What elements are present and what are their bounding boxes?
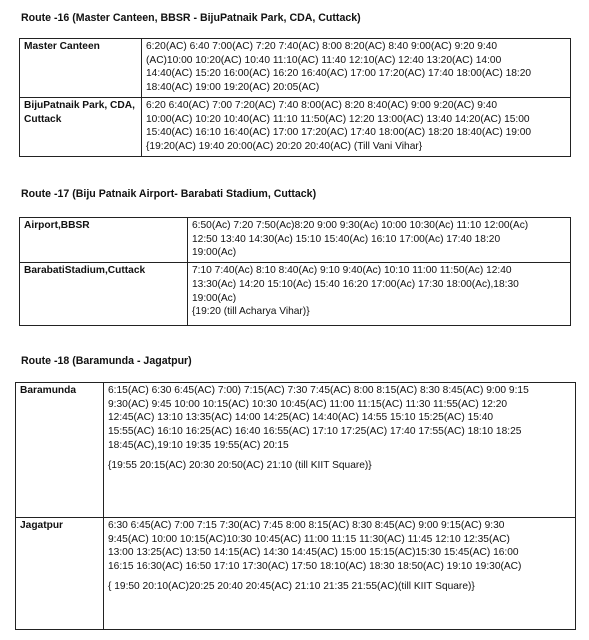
timing-line: {19:20(AC) 19:40 20:00(AC) 20:20 20:40(AC) (Till Vani Vihar} xyxy=(146,140,423,152)
route-16-heading: Route -16 (Master Canteen, BBSR - BijuPatnaik Park, CDA, Cuttack) xyxy=(21,12,361,24)
route-16-table xyxy=(19,38,571,157)
timing-line: 13:00 13:25(AC) 13:50 14:15(AC) 14:30 14:45(AC) 15:00 15:15(AC)15:30 15:45(AC) 16:00 xyxy=(108,547,519,559)
timings-cell xyxy=(188,263,571,326)
timing-line: 15:40(AC) 16:10 16:40(AC) 17:00 17:20(AC) 17:40 18:00(AC) 18:20 18:40(AC) 19:00 xyxy=(146,127,532,139)
timing-line: {19:20 (till Acharya Vihar)} xyxy=(192,306,310,318)
timing-line: 15:55(AC) 16:10 16:25(AC) 16:40 16:55(AC) 17:10 17:25(AC) 17:40 17:55(AC) 18:10 18:25 xyxy=(108,426,522,438)
stop-name: Baramunda xyxy=(16,383,104,518)
table-row xyxy=(16,383,576,518)
route-18-heading: Route -18 (Baramunda - Jagatpur) xyxy=(21,355,192,367)
timing-line: 19:00(Ac) xyxy=(192,247,237,259)
timing-line: 19:00(Ac) xyxy=(192,292,237,304)
timings-cell xyxy=(142,39,571,98)
route-17-heading: Route -17 (Biju Patnaik Airport- Barabati Stadium, Cuttack) xyxy=(21,188,317,200)
timing-line: 6:30 6:45(AC) 7:00 7:15 7:30(AC) 7:45 8:00 8:15(AC) 8:30 8:45(AC) 9:00 9:15(AC) 9:30 xyxy=(108,520,505,531)
timing-line: 18:45(AC),19:10 19:35 19:55(AC) 20:15 xyxy=(108,439,289,451)
table-row xyxy=(20,39,571,98)
stop-name: Jagatpur xyxy=(16,518,104,630)
timing-line: 16:15 16:30(AC) 16:50 17:10 17:30(AC) 17:50 18:10(AC) 18:30 18:50(AC) 19:10 19:30(AC) xyxy=(108,561,522,573)
table-row xyxy=(20,97,571,156)
timings-cell xyxy=(104,383,576,518)
timing-line: 18:40(AC) 19:00 19:20(AC) 20:05(AC) xyxy=(146,82,320,94)
timings-cell xyxy=(188,218,571,263)
timing-line: 6:15(AC) 6:30 6:45(AC) 7:00) 7:15(AC) 7:30 7:45(AC) 8:00 8:15(AC) 8:30 8:45(AC) 9:00 9:15 xyxy=(108,385,529,396)
table-row xyxy=(16,518,576,630)
table-row xyxy=(20,218,571,263)
timings-cell xyxy=(142,97,571,156)
timing-line: 13:30(Ac) 14:20 15:10(Ac) 15:40 16:20 17:00(Ac) 17:30 18:00(Ac),18:30 xyxy=(192,278,519,290)
timing-line: 14:40(AC) 15:20 16:00(AC) 16:20 16:40(AC) 17:00 17:20(AC) 17:40 18:00(AC) 18:20 xyxy=(146,68,532,80)
timing-line: { 19:50 20:10(AC)20:25 20:40 20:45(AC) 21:10 21:35 21:55(AC)(till KIIT Square)} xyxy=(108,580,475,592)
timing-line: 6:50(Ac) 7:20 7:50(Ac)8:20 9:00 9:30(Ac) 10:00 10:30(Ac) 11:10 12:00(Ac) xyxy=(192,220,529,231)
timing-line: 12:45(AC) 13:10 13:35(AC) 14:00 14:25(AC) 14:40(AC) 14:55 15:10 15:25(AC) 15:40 xyxy=(108,412,494,424)
timing-line: 9:45(AC) 10:00 10:15(AC)10:30 10:45(AC) 11:00 11:15 11:30(AC) 11:45 12:10 12:35(AC) xyxy=(108,533,510,545)
route-17-table xyxy=(19,217,571,326)
stop-name: Airport,BBSR xyxy=(20,218,188,263)
timing-line: 12:50 13:40 14:30(Ac) 15:10 15:40(Ac) 16:10 17:00(Ac) 17:40 18:20 xyxy=(192,233,501,245)
table-row xyxy=(20,263,571,326)
stop-name: BarabatiStadium,Cuttack xyxy=(20,263,188,326)
timing-line: 7:10 7:40(Ac) 8:10 8:40(Ac) 9:10 9:40(Ac) 10:10 11:00 11:50(Ac) 12:40 xyxy=(192,265,512,277)
stop-name: Master Canteen xyxy=(20,39,142,98)
timing-line: 10:00(AC) 10:20 10:40(AC) 11:10 11:50(AC) 12:20 13:00(AC) 13:40 14:20(AC) 15:00 xyxy=(146,113,530,125)
timing-line: 9:30(AC) 9:45 10:00 10:15(AC) 10:30 10:45(AC) 11:00 11:15(AC) 11:30 11:55(AC) 12:20 xyxy=(108,398,508,410)
route-18-table xyxy=(15,382,576,630)
stop-name: BijuPatnaik Park, CDA, Cuttack xyxy=(20,97,142,156)
timing-line: 6:20(AC) 6:40 7:00(AC) 7:20 7:40(AC) 8:00 8:20(AC) 8:40 9:00(AC) 9:20 9:40 xyxy=(146,41,498,52)
timing-line: (AC)10:00 10:20(AC) 10:40 11:10(AC) 11:40 12:10(AC) 12:40 13:20(AC) 14:00 xyxy=(146,54,502,66)
timings-cell xyxy=(104,518,576,630)
timing-line: 6:20 6:40(AC) 7:00 7:20(AC) 7:40 8:00(AC) 8:20 8:40(AC) 9:00 9:20(AC) 9:40 xyxy=(146,99,498,111)
timing-line: {19:55 20:15(AC) 20:30 20:50(AC) 21:10 (till KIIT Square)} xyxy=(108,459,372,471)
